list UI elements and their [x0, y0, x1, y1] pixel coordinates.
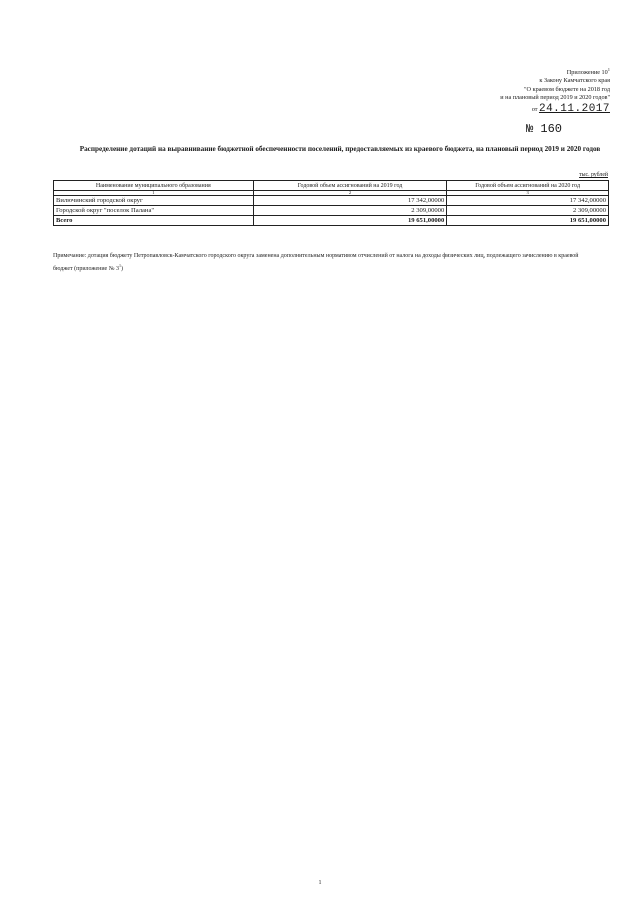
- municipality-name: Вилючинский городской округ: [54, 196, 254, 206]
- amount-2019: 2 309,00000: [253, 206, 447, 216]
- amount-2020: 2 309,00000: [447, 206, 609, 216]
- footnote-sup: 1: [118, 263, 121, 268]
- footnote-end: ): [120, 266, 123, 272]
- total-2019: 19 651,00000: [253, 216, 447, 226]
- header-municipality: Наименование муниципального образования: [54, 181, 254, 191]
- appendix-line-1: [500, 66, 610, 77]
- appendix-line-4: и на плановый период 2019 и 2020 годов": [500, 94, 610, 102]
- appendix-sup: 1: [607, 67, 610, 72]
- table-row: [54, 206, 609, 216]
- appendix-header: [500, 66, 610, 114]
- footnote-text: Примечание: дотация бюджету Петропавловск-Камчатского городского округа заменена дополнительным нормативом отчислений от налога на доходы физических лиц, подлежащего зачислению в краевой бюджет (приложение № 3: [53, 253, 579, 272]
- index-cell: 2: [253, 191, 447, 196]
- amount-2020: 17 342,00000: [447, 196, 609, 206]
- units-label: тыс. рублей: [579, 172, 608, 178]
- page-number: 1: [318, 880, 322, 886]
- amount-2019: 17 342,00000: [253, 196, 447, 206]
- appendix-line-3: "О краевом бюджете на 2018 год: [524, 85, 610, 93]
- document-number: № 160: [525, 122, 562, 136]
- appendix-date-line: [500, 102, 610, 115]
- index-cell: 1: [54, 191, 254, 196]
- footnote: [53, 252, 593, 274]
- total-2020: 19 651,00000: [447, 216, 609, 226]
- date-prefix: от: [531, 105, 538, 113]
- table-row: [54, 196, 609, 206]
- municipality-name: Городской округ "поселок Палана": [54, 206, 254, 216]
- date-value: 24.11.2017: [538, 102, 610, 115]
- page-title: Распределение дотаций на выравнивание бюджетной обеспеченности поселений, предоставляемых из краевого бюджета, на плановый период 2019 и 2020 годов: [79, 145, 601, 153]
- header-2019: Годовой объем ассигнований на 2019 год: [253, 181, 447, 191]
- table-total-row: [54, 216, 609, 226]
- distribution-table: [53, 180, 609, 226]
- appendix-title: Приложение 10: [566, 69, 608, 77]
- table-header-row: [54, 181, 609, 191]
- total-label: Всего: [54, 216, 254, 226]
- appendix-line-2: к Закону Камчатского края: [539, 77, 610, 85]
- index-cell: 3: [447, 191, 609, 196]
- header-2020: Годовой объем ассигнований на 2020 год: [447, 181, 609, 191]
